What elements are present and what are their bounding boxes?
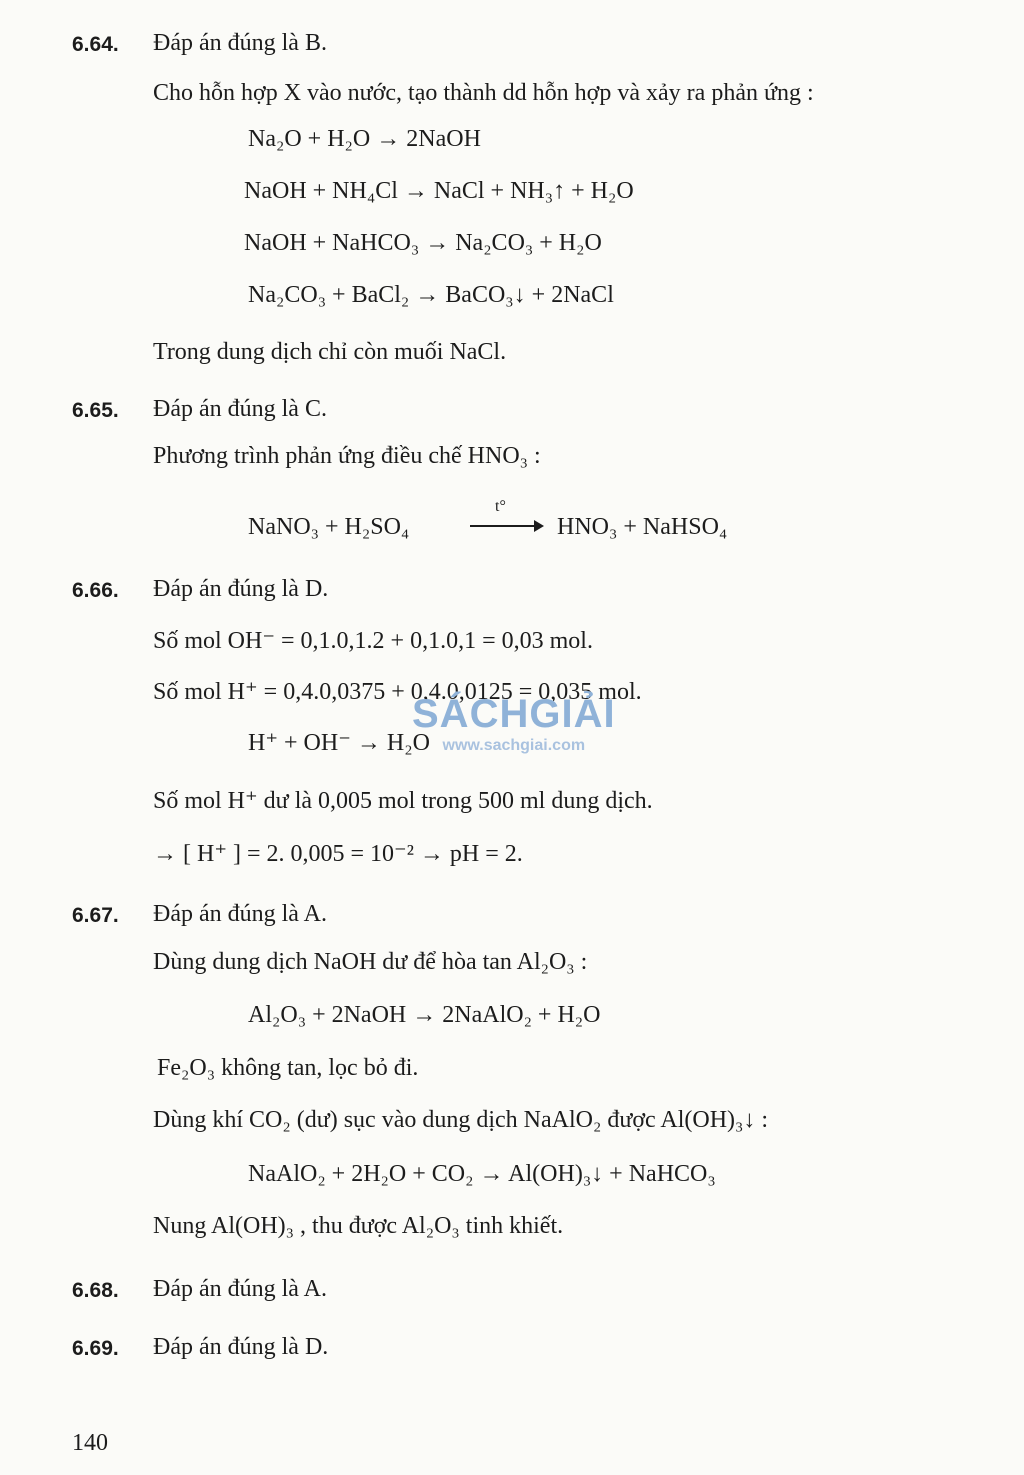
watermark-logo: SÁCHGIẢI <box>412 692 616 736</box>
paragraph: Phương trình phản ứng điều chế HNO₃ : <box>153 443 541 469</box>
section-number: 6.66. <box>72 579 119 602</box>
paragraph: Dùng dung dịch NaOH dư để hòa tan Al₂O₃ : <box>153 949 588 975</box>
equation: NaAlO₂ + 2H₂O + CO₂ → Al(OH)₃↓ + NaHCO₃ <box>248 1161 716 1187</box>
equation: H⁺ + OH⁻ → H₂O <box>248 730 430 756</box>
equation-left: NaNO₃ + H₂SO₄ <box>248 514 410 540</box>
paragraph: Nung Al(OH)₃ , thu được Al₂O₃ tinh khiết. <box>153 1213 564 1239</box>
watermark-url: www.sachgiai.com <box>442 737 586 754</box>
answer-text: Đáp án đúng là A. <box>153 901 327 927</box>
paragraph: Cho hỗn hợp X vào nước, tạo thành dd hỗn hợp và xảy ra phản ứng : <box>153 80 814 106</box>
section-number: 6.69. <box>72 1337 119 1360</box>
reaction-arrow <box>470 525 542 527</box>
equation: Na₂O + H₂O → 2NaOH <box>248 126 481 152</box>
equation-right: HNO₃ + NaHSO₄ <box>557 514 728 540</box>
equation: Na₂CO₃ + BaCl₂ → BaCO₃↓ + 2NaCl <box>248 282 614 308</box>
paragraph: Trong dung dịch chỉ còn muối NaCl. <box>153 339 507 365</box>
paragraph: → [ H⁺ ] = 2. 0,005 = 10⁻² → pH = 2. <box>153 841 523 867</box>
equation: NaOH + NH₄Cl → NaCl + NH₃↑ + H₂O <box>244 178 634 204</box>
equation: Al₂O₃ + 2NaOH → 2NaAlO₂ + H₂O <box>248 1002 601 1028</box>
paragraph: Dùng khí CO₂ (dư) sục vào dung dịch NaAlO₂ được Al(OH)₃↓ : <box>153 1107 769 1133</box>
section-number: 6.67. <box>72 904 119 927</box>
section-number: 6.65. <box>72 399 119 422</box>
paragraph: Số mol OH⁻ = 0,1.0,1.2 + 0,1.0,1 = 0,03 mol. <box>153 628 593 654</box>
paragraph: Số mol H⁺ = 0,4.0,0375 + 0,4.0,0125 = 0,035 mol. <box>153 679 642 705</box>
answer-text: Đáp án đúng là D. <box>153 1334 329 1360</box>
section-number: 6.64. <box>72 33 119 56</box>
section-number: 6.68. <box>72 1279 119 1302</box>
paragraph: Fe₂O₃ không tan, lọc bỏ đi. <box>157 1055 419 1081</box>
answer-text: Đáp án đúng là B. <box>153 30 327 56</box>
answer-text: Đáp án đúng là A. <box>153 1276 327 1302</box>
reaction-condition: t° <box>495 498 506 515</box>
equation: NaOH + NaHCO₃ → Na₂CO₃ + H₂O <box>244 230 602 256</box>
answer-text: Đáp án đúng là D. <box>153 576 329 602</box>
paragraph: Số mol H⁺ dư là 0,005 mol trong 500 ml dung dịch. <box>153 788 653 814</box>
answer-text: Đáp án đúng là C. <box>153 396 327 422</box>
watermark <box>412 692 616 755</box>
page-number: 140 <box>72 1430 108 1456</box>
